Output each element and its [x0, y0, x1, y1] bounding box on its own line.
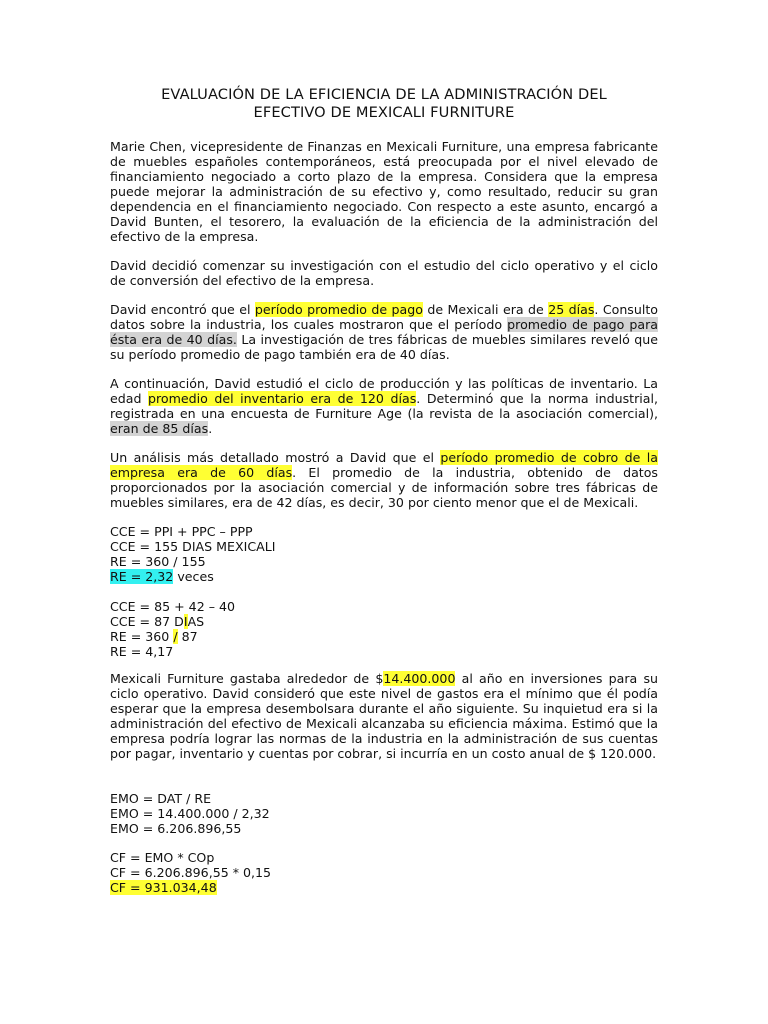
formula-line: CF = EMO * COp [110, 850, 215, 865]
paragraph-investigation: David decidió comenzar su investigación con el estudio del ciclo operativo y el ciclo de conversión del efectivo de la empresa. [110, 258, 658, 288]
calculation-industry [110, 599, 658, 659]
text: Un análisis más detallado mostró a David que el [110, 450, 441, 465]
text: al año en inversiones para su ciclo operativo. David consideró que este nivel de gastos era el mínimo que él podía esperar que la empresa desembolsara durante el año siguiente. Su inquietud era si la administración del efectivo de Mexicali alcanzaba su eficiencia máxima. Estimó que la empresa podría lograr las normas de la industria en la administración de sus cuentas por pagar, inventario y cuentas por cobrar, si incurría en un costo anual de $ 120.000. [110, 671, 658, 761]
text: CCE = 87 D [110, 614, 184, 629]
formula-line [110, 629, 658, 644]
formula-line: EMO = 14.400.000 / 2,32 [110, 806, 270, 821]
paragraph-payment-period [110, 302, 658, 362]
text: Mexicali Furniture gastaba alrededor de $ [110, 671, 384, 686]
formula-line [110, 569, 658, 584]
title-line-1: EVALUACIÓN DE LA EFICIENCIA DE LA ADMINISTRACIÓN DEL [161, 86, 607, 103]
paragraph-spending [110, 671, 658, 761]
text: La investigación de tres fábricas de muebles similares reveló que su período promedio de pago también era de 40 días. [110, 332, 658, 362]
text: AS [187, 614, 205, 629]
formula-line: EMO = DAT / RE [110, 791, 212, 806]
highlight-fragment: I [183, 614, 188, 629]
highlight-inventory-age: promedio del inventario era de 120 días [148, 391, 417, 406]
text: . [208, 421, 213, 436]
paragraph-collection [110, 450, 658, 510]
calculation-cf [110, 850, 658, 895]
paragraph-intro: Marie Chen, vicepresidente de Finanzas en Mexicali Furniture, una empresa fabricante de muebles españoles contemporáneos, está preocupada por el nivel elevado de financiamiento negociado a corto plazo de la empresa. Considera que la empresa puede mejorar la administración de su efectivo y, como resultado, reducir su gran dependencia en el financiamiento negociado. Con respecto a este asunto, encargó a David Bunten, el tesorero, la evaluación de la eficiencia de la administración del efectivo de la empresa. [110, 139, 658, 244]
text: RE = 360 [110, 629, 174, 644]
text: veces [173, 569, 214, 584]
text: 87 [177, 629, 198, 644]
formula-line: CCE = 85 + 42 – 40 [110, 599, 236, 614]
text: de Mexicali era de [422, 302, 549, 317]
formula-line: RE = 4,17 [110, 644, 174, 659]
formula-line: CCE = PPI + PPC – PPP [110, 524, 253, 539]
calculation-emo [110, 791, 658, 836]
text: . Consulto datos sobre la industria, los cuales mostraron que el período [110, 302, 658, 332]
formula-line: CCE = 155 DIAS MEXICALI [110, 539, 276, 554]
formula-line: EMO = 6.206.896,55 [110, 821, 242, 836]
formula-line [110, 614, 658, 629]
highlight-cf-result: CF = 931.034,48 [110, 880, 217, 895]
title-line-2: EFECTIVO DE MEXICALI FURNITURE [253, 104, 515, 121]
gray-highlight-85-days: eran de 85 días [110, 421, 209, 436]
calculation-mexicali [110, 524, 658, 584]
highlight-fragment: / [173, 629, 178, 644]
text: . El promedio de la industria, obtenido de datos proporcionados por la asociación comercial y de información sobre tres fábricas de muebles similares, era de 42 días, es decir, 30 por ciento menor que el de Mexicali. [110, 465, 658, 510]
text: David encontró que el [110, 302, 255, 317]
highlight-25-days: 25 días [548, 302, 595, 317]
highlight-collection-period: período promedio de cobro de la empresa era de 60 días [110, 450, 658, 480]
paragraph-inventory [110, 376, 658, 436]
formula-line: RE = 360 / 155 [110, 554, 206, 569]
document-title [100, 86, 668, 122]
highlight-payment-period: período promedio de pago [254, 302, 423, 317]
text: . Determinó que la norma industrial, registrada en una encuesta de Furniture Age (la revista de la asociación comercial), [110, 391, 658, 421]
highlight-amount: 14.400.000 [383, 671, 456, 686]
gray-highlight-industry-payment: promedio de pago para ésta era de 40 días. [110, 317, 658, 347]
formula-line [110, 880, 658, 895]
formula-line: CF = 6.206.896,55 * 0,15 [110, 865, 272, 880]
text: A continuación, David estudió el ciclo de producción y las políticas de inventario. La edad [110, 376, 658, 406]
highlight-re-result: RE = 2,32 [110, 569, 174, 584]
